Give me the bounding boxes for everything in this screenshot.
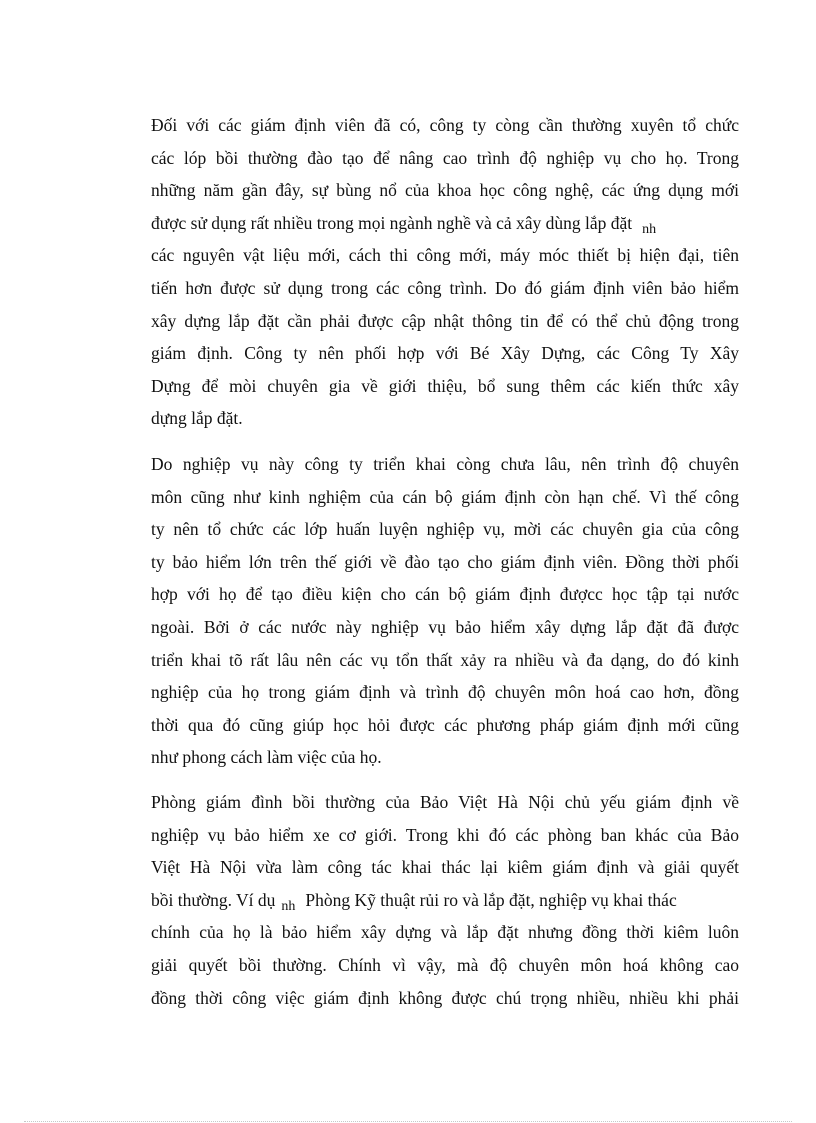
text-line: đồng thời công việc giám định không được chú trọng nhiều, nhiều khi phải [151,987,739,1008]
paragraph-1 [151,109,739,435]
text-line: ty nên tổ chức các lớp huấn luyện nghiệp vụ, mời các chuyên gia của công [151,519,739,540]
text-line: nghiệp của họ trong giám định và trình độ chuyên môn hoá cao hơn, đồng [151,682,739,703]
text-line: tiến hơn được sử dụng trong các công trình. Do đó giám định viên bảo hiểm [151,277,739,298]
text-line: nghiệp vụ bảo hiểm xe cơ giới. Trong khi đó các phòng ban khác của Bảo [151,824,739,845]
text-line: giải quyết bồi thường. Chính vì vậy, mà độ chuyên môn hoá không cao [151,954,739,975]
text-line: các lóp bồi thường đào tạo để nâng cao trình độ nghiệp vụ cho họ. Trong [151,147,739,168]
subscript-fragment: nh [642,221,657,237]
text-line: ngoài. Bởi ở các nước này nghiệp vụ bảo hiểm xây dựng lắp đặt đã được [151,616,739,637]
text-line: Do nghiệp vụ này công ty triển khai còng chưa lâu, nên trình độ chuyên [151,454,739,474]
text-line: dựng lắp đặt. [151,408,243,429]
text-line [151,207,739,240]
text-line: những năm gần đây, sự bùng nổ của khoa học công nghệ, các ứng dụng mới [151,180,739,201]
text-line: chính của họ là bảo hiểm xây dựng và lắp đặt nhưng đồng thời kiêm luôn [151,922,739,943]
text-line: môn cũng như kinh nghiệm của cán bộ giám định còn hạn chế. Vì thế công [151,486,739,507]
subscript-fragment: nh [281,898,296,914]
paragraph-2 [151,448,739,774]
text-line: Phòng giám đình bồi thường của Bảo Việt Hà Nội chủ yếu giám định về [151,792,739,812]
paragraph-3 [151,786,739,1014]
text-line: như phong cách làm việc của họ. [151,747,382,768]
text-line-main: được sử dụng rất nhiều trong mọi ngành nghề và cả xây dùng lắp đặt [151,212,633,233]
text-line: thời qua đó cũng giúp học hỏi được các phương pháp giám định mới cũng [151,714,739,735]
text-line: Dựng để mòi chuyên gia về giới thiệu, bổ sung thêm các kiến thức xây [151,375,739,396]
text-line: xây dựng lắp đặt cần phải được cập nhật thông tin để có thể chủ động trong [151,310,739,331]
text-line: ty bảo hiểm lớn trên thế giới về đào tạo cho giám định viên. Đồng thời phối [151,551,739,572]
text-line-main: bồi thường. Ví dụ [151,889,276,910]
text-line: các nguyên vật liệu mới, cách thi công mới, máy móc thiết bị hiện đại, tiên [151,245,739,266]
text-line: triển khai tõ rất lâu nên các vụ tổn thất xảy ra nhiều và đa dạng, do đó kinh [151,649,739,670]
text-line-rest: Phòng Kỹ thuật rủi ro và lắp đặt, nghiệp vụ khai thác [305,889,677,910]
page-bottom-divider [24,1121,792,1122]
text-line: Đối với các giám định viên đã có, công ty còng cần thường xuyên tổ chức [151,115,739,135]
text-line: hợp với họ để tạo điều kiện cho cán bộ giám định đượcc học tập tại nước [151,584,739,605]
text-line [151,884,739,917]
text-line: Việt Hà Nội vừa làm công tác khai thác lại kiêm giám định và giải quyết [151,857,739,878]
text-line: giám định. Công ty nên phối hợp với Bé Xây Dựng, các Công Ty Xây [151,343,739,364]
